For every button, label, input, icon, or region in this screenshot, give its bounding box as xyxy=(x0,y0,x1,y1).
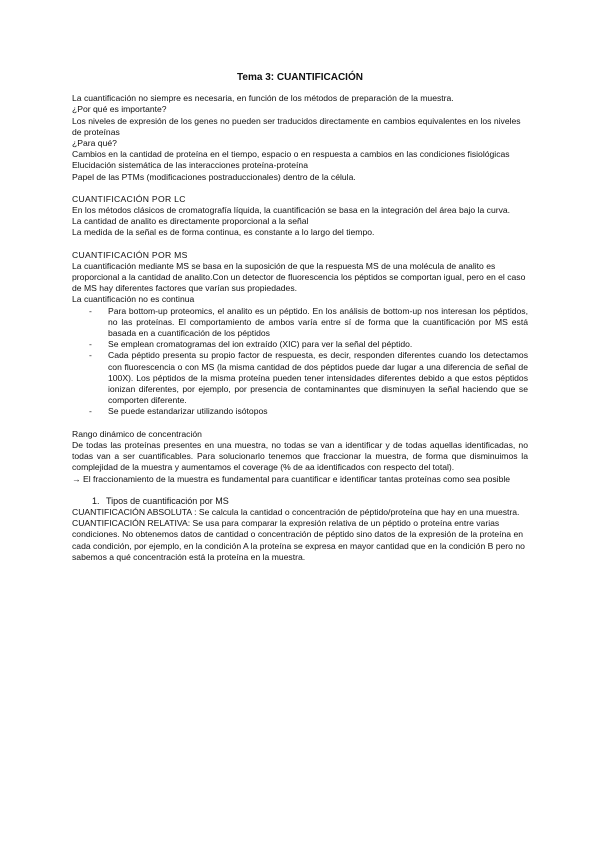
intro-paragraph: La cuantificación no siempre es necesaria, en función de los métodos de preparación de la muestra. xyxy=(72,93,454,104)
answer-purpose-3: Papel de las PTMs (modificaciones postraduccionales) dentro de la célula. xyxy=(72,171,356,182)
lc-paragraph-1: En los métodos clásicos de cromatografía líquida, la cuantificación se basa en la integración del área bajo la curva. xyxy=(72,205,511,216)
page-title: Tema 3: CUANTIFICACIÓN xyxy=(237,72,363,83)
lc-paragraph-2: La cantidad de analito es directamente proporcional a la señal xyxy=(72,216,309,227)
range-section xyxy=(72,429,528,485)
types-heading xyxy=(72,496,528,507)
list-item: - Se emplean cromatogramas del ion extraído (XIC) para ver la señal del péptido. xyxy=(72,339,528,350)
types-section xyxy=(72,496,528,563)
intro-section xyxy=(72,93,528,183)
relative-quantification: CUANTIFICACIÓN RELATIVA: Se usa para comparar la expresión relativa de un péptido o proteína entre varias condiciones. No obtenemos datos de cantidad o concentración de péptido sino datos de la expresión de la proteína en cada condición, por ejemplo, en la condición A la proteína se expresa en mayor cantidad que en la condición B pero no sabemos a qué concentración está la proteína en la muestra. xyxy=(72,518,525,562)
ms-paragraph-1: La cuantificación mediante MS se basa en la suposición de que la respuesta MS de una molécula de analito es proporcional a la cantidad de analito.Con un detector de fluorescencia los péptidos se comportan igual, pero en el caso de MS hay diferentes factores que varían sus propiedades. xyxy=(72,260,526,294)
question-purpose: ¿Para qué? xyxy=(72,138,117,149)
lc-section xyxy=(72,194,528,239)
absolute-quantification: CUANTIFICACIÓN ABSOLUTA : Se calcula la cantidad o concentración de péptido/proteína que hay en una muestra. xyxy=(72,506,520,517)
ms-bullet-list xyxy=(72,306,528,418)
answer-purpose-1: Cambios en la cantidad de proteína en el tiempo, espacio o en respuesta a cambios en las condiciones fisiológicas xyxy=(72,149,510,160)
ms-section xyxy=(72,250,528,418)
range-paragraph-2: → El fraccionamiento de la muestra es fundamental para cuantificar e identificar tantas proteínas como sea posible xyxy=(72,473,511,484)
answer-purpose-2: Elucidación sistemática de las interacciones proteína-proteína xyxy=(72,160,308,171)
list-item: - Se puede estandarizar utilizando isótopos xyxy=(72,406,528,417)
ms-heading: CUANTIFICACIÓN POR MS xyxy=(72,249,188,260)
range-paragraph-1: De todas las proteínas presentes en una muestra, no todas se van a identificar y de todas aquellas identificadas, no todas van a ser cuantificables. Para solucionarlo tenemos que fraccionar la muestra, de forma que disminuimos la complejidad de la muestra y aumentamos el coverage (% de aa identificados con respecto del total). xyxy=(72,439,528,473)
ms-paragraph-2: La cuantificación no es continua xyxy=(72,294,195,305)
lc-paragraph-3: La medida de la señal es de forma continua, es constante a lo largo del tiempo. xyxy=(72,227,375,238)
lc-heading: CUANTIFICACIÓN POR LC xyxy=(72,193,186,204)
question-importance: ¿Por qué es importante? xyxy=(72,104,167,115)
types-heading-text: Tipos de cuantificación por MS xyxy=(106,495,229,506)
types-heading-number: 1. xyxy=(92,495,100,506)
range-heading: Rango dinámico de concentración xyxy=(72,428,202,439)
answer-importance: Los niveles de expresión de los genes no pueden ser traducidos directamente en cambios equivalentes en los niveles de proteínas xyxy=(72,115,521,137)
document-page xyxy=(72,72,528,563)
list-item: - Cada péptido presenta su propio factor de respuesta, es decir, responden diferentes cuando los detectamos con fluorescencia o con MS (la misma cantidad de dos péptidos puede dar lugar a una diferencia de señal de 100X). Los péptidos de la misma proteína pueden tener intensidades diferentes debido a que estos péptidos ionizan diferentes, por ejemplo, por presencia de contaminantes que disminuyen la señal haciendo que se comporten diferente. xyxy=(72,350,528,406)
list-item: - Para bottom-up proteomics, el analito es un péptido. En los análisis de bottom-up nos interesan los péptidos, no las proteínas. El comportamiento de ambos varía entre sí de forma que la cuantificación por MS está basada en a cuantificación de los péptidos xyxy=(72,306,528,340)
